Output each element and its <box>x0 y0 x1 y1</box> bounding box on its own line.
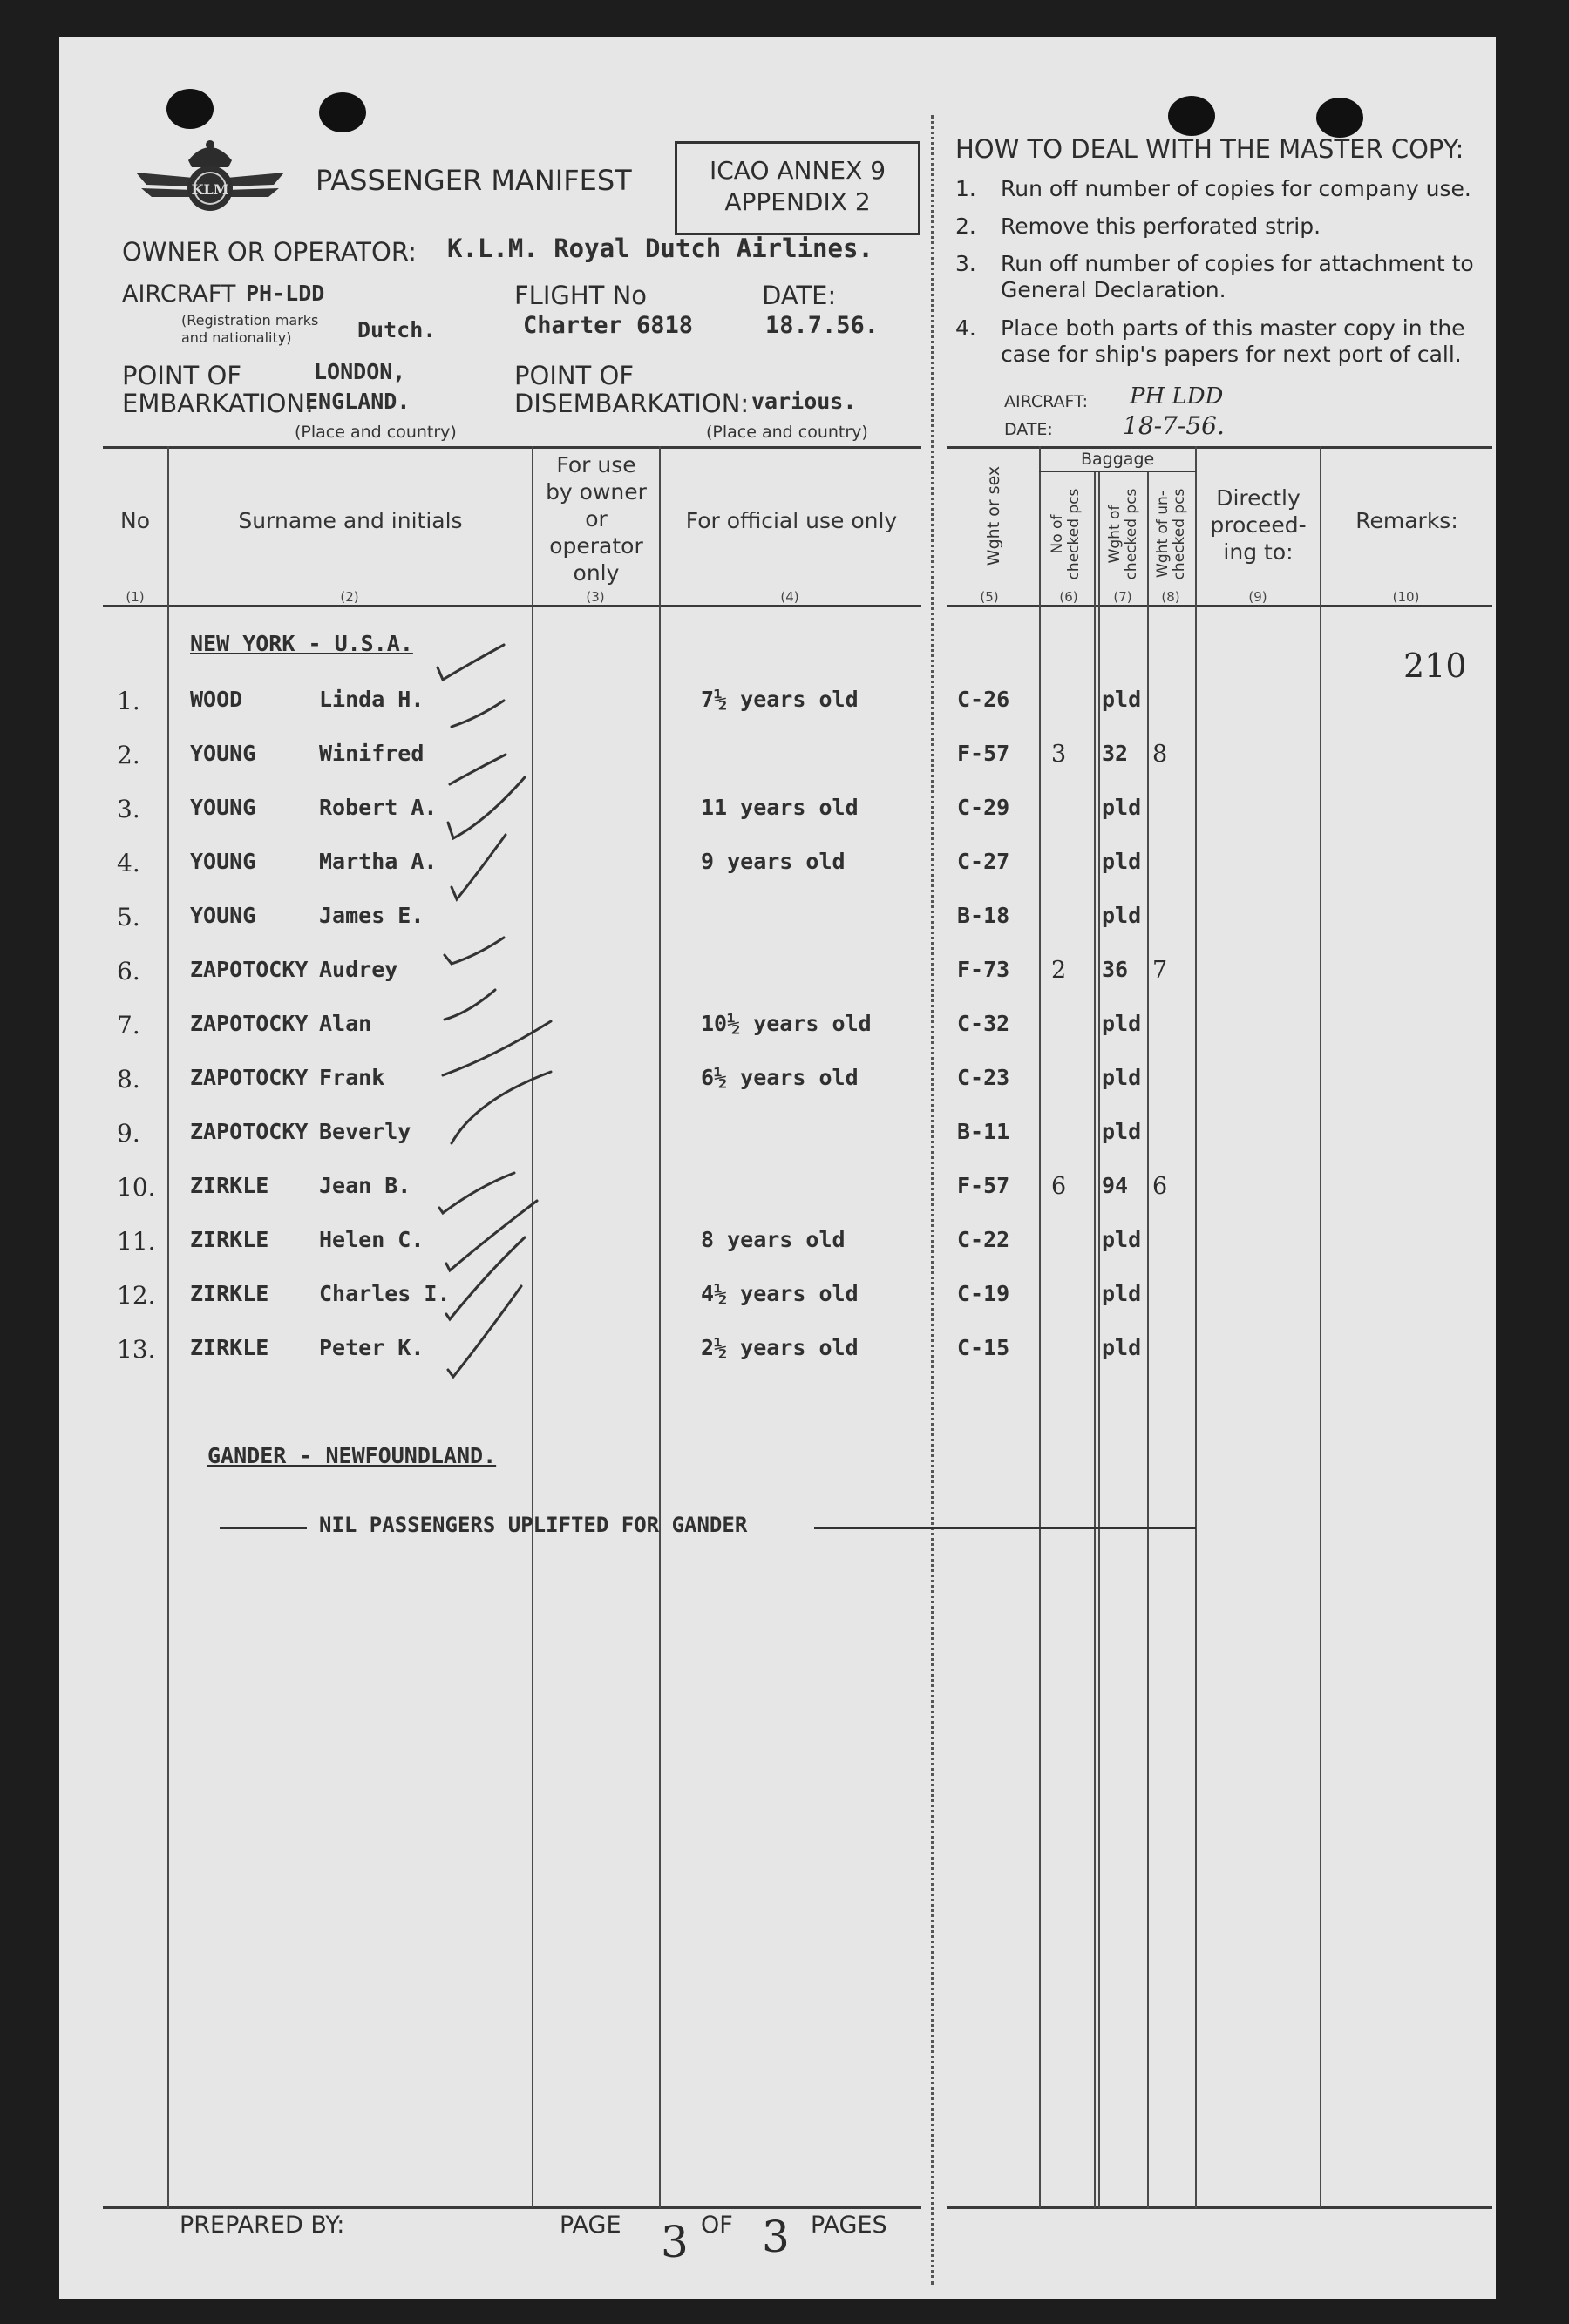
col-divider <box>1039 446 1041 2208</box>
instr-3-num: 3. <box>955 251 976 276</box>
col-wght-sex-header: Wght or sex <box>984 465 1003 566</box>
col-official-header: For official use only <box>685 508 898 533</box>
aircraft-sublabel-2: and nationality) <box>181 329 292 346</box>
passenger-surname: ZIRKLE <box>190 1335 269 1360</box>
official-use-note: 2½ years old <box>701 1335 859 1360</box>
punch-hole <box>1168 96 1215 136</box>
row-number: 7. <box>117 1011 140 1040</box>
weight-or-sex: C-22 <box>957 1227 1010 1252</box>
passenger-initials: Robert A. <box>319 795 438 820</box>
official-use-note: 7½ years old <box>701 687 859 712</box>
passenger-surname: ZAPOTOCKY <box>190 1065 309 1090</box>
passenger-surname: ZAPOTOCKY <box>190 1011 309 1036</box>
col-num: (2) <box>340 589 359 605</box>
weight-or-sex: F-57 <box>957 741 1010 766</box>
weight-or-sex: C-26 <box>957 687 1010 712</box>
checked-pcs: 2 <box>1051 957 1067 984</box>
aircraft-nationality: Dutch. <box>357 317 437 342</box>
disembark-label-1: POINT OF <box>514 361 634 390</box>
nil-rule-right <box>814 1527 1196 1529</box>
passenger-surname: ZAPOTOCKY <box>190 957 309 982</box>
instr-3-text-2: General Declaration. <box>1001 277 1226 302</box>
checked-weight: 36 <box>1102 957 1129 982</box>
embark-label-1: POINT OF <box>122 361 241 390</box>
passenger-initials: Peter K. <box>319 1335 425 1360</box>
official-use-note: 11 years old <box>701 795 859 820</box>
weight-or-sex: C-32 <box>957 1011 1010 1036</box>
instr-date-value: 18-7-56. <box>1123 411 1225 440</box>
section-heading-gander: GANDER - NEWFOUNDLAND. <box>207 1443 497 1468</box>
row-number: 1. <box>117 687 140 715</box>
col-directly-header: Directly proceed- ing to: <box>1210 485 1307 565</box>
col-owner-use-header <box>533 451 659 586</box>
embark-value-2: ENGLAND. <box>305 389 411 414</box>
passenger-surname: YOUNG <box>190 849 256 874</box>
embark-sublabel: (Place and country) <box>295 423 457 442</box>
unchecked-weight: 7 <box>1152 957 1168 984</box>
instr-4-text-2: case for ship's papers for next port of call. <box>1001 342 1462 367</box>
col-checked-pcs-header: No of checked pcs <box>1049 488 1083 580</box>
col-num: (1) <box>126 589 145 605</box>
checked-weight: pld <box>1102 687 1142 712</box>
col-num: (9) <box>1248 589 1267 605</box>
col-num: (3) <box>586 589 605 605</box>
passenger-initials: James E. <box>319 903 425 928</box>
instructions-title: HOW TO DEAL WITH THE MASTER COPY: <box>955 134 1464 164</box>
col-divider <box>167 446 169 2208</box>
row-number: 4. <box>117 849 140 877</box>
weight-or-sex: F-57 <box>957 1173 1010 1198</box>
section-heading-new-york: NEW YORK - U.S.A. <box>190 631 413 656</box>
official-use-note: 6½ years old <box>701 1065 859 1090</box>
checked-weight: pld <box>1102 795 1142 820</box>
passenger-surname: YOUNG <box>190 903 256 928</box>
row-number: 11. <box>117 1227 156 1256</box>
owner-use-line: For use <box>556 452 636 478</box>
instr-3-text-1: Run off number of copies for attachment to <box>1001 251 1474 276</box>
checked-weight: pld <box>1102 1281 1142 1306</box>
official-use-note: 9 years old <box>701 849 846 874</box>
remarks-number: 210 <box>1403 647 1467 685</box>
page-label: PAGE <box>560 2212 621 2239</box>
perforation-line <box>931 115 934 2285</box>
instr-aircraft-value: PH LDD <box>1130 383 1224 410</box>
col-num: (10) <box>1392 589 1420 605</box>
owner-use-line: or <box>585 506 608 532</box>
page-number: 3 <box>661 2217 689 2267</box>
official-use-note: 4½ years old <box>701 1281 859 1306</box>
passenger-initials: Winifred <box>319 741 425 766</box>
weight-or-sex: B-11 <box>957 1119 1010 1144</box>
instr-2-num: 2. <box>955 213 976 239</box>
embark-value-1: LONDON, <box>314 359 406 384</box>
unchecked-weight: 6 <box>1152 1173 1168 1200</box>
checked-weight: 32 <box>1102 741 1129 766</box>
header-bottom-rule <box>103 605 921 607</box>
manifest-page <box>59 37 1496 2299</box>
passenger-initials: Alan <box>319 1011 372 1036</box>
flight-value: Charter 6818 <box>523 312 694 339</box>
row-number: 6. <box>117 957 140 986</box>
date-label: DATE: <box>762 281 837 310</box>
col-divider <box>1147 472 1149 2208</box>
passenger-surname: ZIRKLE <box>190 1227 269 1252</box>
baggage-header: Baggage <box>1081 450 1155 469</box>
col-wght-unchecked-header: Wght of un- checked pcs <box>1154 488 1188 580</box>
aircraft-sublabel-1: (Registration marks <box>181 312 319 329</box>
instr-date-label: DATE: <box>1004 420 1053 439</box>
punch-hole <box>166 89 214 129</box>
row-number: 10. <box>117 1173 156 1202</box>
row-number: 13. <box>117 1335 156 1364</box>
col-divider <box>1094 472 1096 2208</box>
passenger-initials: Charles I. <box>319 1281 451 1306</box>
owner-label: OWNER OR OPERATOR: <box>122 237 417 267</box>
icao-appendix: APPENDIX 2 <box>724 187 871 216</box>
checked-pcs: 3 <box>1051 741 1067 768</box>
passenger-initials: Martha A. <box>319 849 438 874</box>
table-top-rule-right <box>947 446 1492 449</box>
checked-weight: pld <box>1102 849 1142 874</box>
row-number: 8. <box>117 1065 140 1094</box>
table-top-rule <box>103 446 921 449</box>
passenger-surname: WOOD <box>190 687 243 712</box>
col-num: (4) <box>780 589 799 605</box>
disembark-sublabel: (Place and country) <box>706 423 868 442</box>
unchecked-weight: 8 <box>1152 741 1168 768</box>
owner-value: K.L.M. Royal Dutch Airlines. <box>447 234 873 263</box>
checked-weight: pld <box>1102 1335 1142 1360</box>
instr-aircraft-label: AIRCRAFT: <box>1004 392 1089 411</box>
nil-rule-left <box>220 1527 307 1529</box>
weight-or-sex: B-18 <box>957 903 1010 928</box>
weight-or-sex: C-19 <box>957 1281 1010 1306</box>
passenger-initials: Linda H. <box>319 687 425 712</box>
row-number: 12. <box>117 1281 156 1310</box>
header-bottom-rule-right <box>947 605 1492 607</box>
instr-1-text: Run off number of copies for company use. <box>1001 176 1471 201</box>
weight-or-sex: C-29 <box>957 795 1010 820</box>
instr-4-num: 4. <box>955 315 976 341</box>
passenger-surname: YOUNG <box>190 795 256 820</box>
passenger-initials: Helen C. <box>319 1227 425 1252</box>
col-divider <box>1098 472 1100 2208</box>
passenger-initials: Audrey <box>319 957 398 982</box>
icao-annex: ICAO ANNEX 9 <box>709 156 886 185</box>
punch-hole <box>319 92 366 132</box>
row-number: 3. <box>117 795 140 823</box>
checked-pcs: 6 <box>1051 1173 1067 1200</box>
col-divider <box>1195 446 1197 2208</box>
date-value: 18.7.56. <box>765 312 880 339</box>
svg-text:KLM: KLM <box>191 181 229 198</box>
checked-weight: pld <box>1102 1227 1142 1252</box>
col-remarks-header: Remarks: <box>1355 508 1458 533</box>
page-title: PASSENGER MANIFEST <box>316 164 632 197</box>
col-surname-header: Surname and initials <box>238 508 463 533</box>
col-wght-checked-header: Wght of checked pcs <box>1106 488 1140 580</box>
owner-use-line: only <box>573 560 620 586</box>
passenger-initials: Frank <box>319 1065 385 1090</box>
checked-weight: 94 <box>1102 1173 1129 1198</box>
official-use-note: 10½ years old <box>701 1011 872 1036</box>
aircraft-value: PH-LDD <box>246 281 325 306</box>
checked-weight: pld <box>1102 1065 1142 1090</box>
col-num: (7) <box>1113 589 1132 605</box>
col-no-header: No <box>120 508 150 533</box>
checked-weight: pld <box>1102 903 1142 928</box>
of-label: OF <box>701 2212 733 2239</box>
passenger-surname: ZIRKLE <box>190 1173 269 1198</box>
flight-label: FLIGHT No <box>514 281 648 310</box>
punch-hole <box>1316 98 1363 138</box>
passenger-surname: ZIRKLE <box>190 1281 269 1306</box>
owner-use-line: operator <box>549 533 643 559</box>
prepared-by-label: PREPARED BY: <box>180 2212 345 2239</box>
icao-box <box>675 141 920 235</box>
check-marks <box>434 638 696 1405</box>
baggage-rule <box>1039 471 1196 472</box>
disembark-label-2: DISEMBARKATION: <box>514 389 750 418</box>
row-number: 9. <box>117 1119 140 1148</box>
passenger-initials: Beverly <box>319 1119 411 1144</box>
klm-crown-logo-icon <box>132 138 288 225</box>
weight-or-sex: C-23 <box>957 1065 1010 1090</box>
official-use-note: 8 years old <box>701 1227 846 1252</box>
col-num: (8) <box>1161 589 1180 605</box>
nil-passengers-note: NIL PASSENGERS UPLIFTED FOR GANDER <box>319 1513 748 1537</box>
total-pages: 3 <box>762 2212 790 2262</box>
passenger-surname: YOUNG <box>190 741 256 766</box>
pages-label: PAGES <box>811 2212 887 2239</box>
weight-or-sex: C-27 <box>957 849 1010 874</box>
instr-1-num: 1. <box>955 176 976 201</box>
table-bottom-rule <box>103 2206 921 2209</box>
row-number: 5. <box>117 903 140 932</box>
passenger-initials: Jean B. <box>319 1173 411 1198</box>
table-bottom-rule-right <box>947 2206 1492 2209</box>
weight-or-sex: F-73 <box>957 957 1010 982</box>
embark-label-2: EMBARKATION: <box>122 389 314 418</box>
row-number: 2. <box>117 741 140 769</box>
col-divider <box>1320 446 1321 2208</box>
checked-weight: pld <box>1102 1011 1142 1036</box>
instr-2-text: Remove this perforated strip. <box>1001 213 1321 239</box>
owner-use-line: by owner <box>546 479 647 505</box>
instr-4-text-1: Place both parts of this master copy in the <box>1001 315 1465 341</box>
col-num: (6) <box>1059 589 1078 605</box>
checked-weight: pld <box>1102 1119 1142 1144</box>
aircraft-label: AIRCRAFT <box>122 281 236 308</box>
passenger-surname: ZAPOTOCKY <box>190 1119 309 1144</box>
disembark-value: various. <box>751 389 857 414</box>
weight-or-sex: C-15 <box>957 1335 1010 1360</box>
col-num: (5) <box>980 589 999 605</box>
